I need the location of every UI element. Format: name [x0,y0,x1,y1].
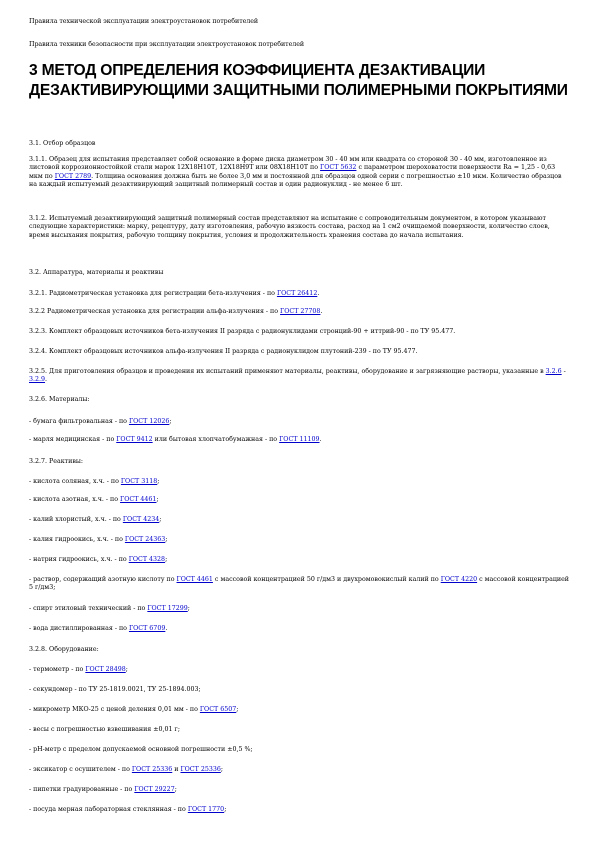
paragraph [29,786,569,794]
paragraph-text: 3.2.2 Радиометрическая установка для регистрации альфа-излучения - по [29,308,281,315]
paragraph-text: с массовой концентрацией 50 г/дм3 и двухромовокислый калий по [212,576,441,583]
paragraph-text: или бытовая хлопчатобумажная - по [152,436,280,443]
paragraph-text: 3.2.3. Комплект образцовых источников бета-излучения II разряда с радионуклидами стронций-90 + иттрий-90 - по ТУ 95.477. [29,328,456,335]
paragraph-text: 3.2.8. Оборудование: [29,646,99,653]
section-title: 3 МЕТОД ОПРЕДЕЛЕНИЯ КОЭФФИЦИЕНТА ДЕЗАКТИВАЦИИ ДЕЗАКТИВИРУЮЩИМИ ЗАЩИТНЫМИ ПОЛИМЕРНЫМИ ПОКРЫТИЯМИ [29,62,568,99]
paragraph [29,140,569,148]
paragraph-text: - [561,368,566,375]
paragraph-text: с массовой концентрацией 5 г/дм3; [29,576,570,592]
paragraph-text: ; [224,806,227,813]
paragraph [29,308,569,316]
paragraph-text: - кислота соляная, х.ч. - по [29,478,121,485]
paragraph [29,418,569,426]
paragraph-text: - бумага фильтровальная - по [29,418,129,425]
gost-link[interactable]: ГОСТ 25336 [180,766,221,773]
paragraph-text: ; [159,516,162,523]
paragraph-text: ; [169,418,172,425]
gost-link[interactable]: ГОСТ 29227 [134,786,175,793]
gost-link[interactable]: ГОСТ 9412 [116,436,153,443]
paragraph [29,576,569,593]
paragraph [29,348,569,356]
paragraph [29,516,569,524]
paragraph [29,215,569,240]
paragraph [29,625,569,633]
paragraph [29,269,569,277]
paragraph [29,726,569,734]
paragraph-text: - рН-метр с пределом допускаемой основной погрешности ±0,5 %; [29,746,253,753]
paragraph-text: - микрометр МКО-25 с ценой деления 0,01 мм - по [29,706,200,713]
gost-link[interactable]: ГОСТ 24363 [124,536,166,543]
paragraph [29,556,569,564]
paragraph-text: - эксикатор с осушителем - по [29,766,132,773]
paragraph [29,806,569,814]
running-header-1: Правила технической эксплуатации электроустановок потребителей [29,18,259,25]
gost-link[interactable]: ГОСТ 26412 [276,290,318,297]
gost-link[interactable]: ГОСТ 6709 [128,625,166,632]
paragraph [29,666,569,674]
gost-link[interactable]: ГОСТ 4220 [440,576,478,583]
paragraph-text: 3.2.5. Для приготовления образцов и проведения их испытаний применяют материалы, реактивы, оборудование и загрязняющие растворы, указанные в [29,368,546,375]
paragraph-text: 3.1.1. Образец для испытания представляет собой основание в форме диска диаметром 30 - 40 мм или квадрата со стороной 30 - 40 мм, изготовленное из листовой коррозионностойкой стали марок 12Х18Н10Т, 12Х18Н9Т или 08Х18Н10Т по [29,156,547,172]
gost-link[interactable]: ГОСТ 2789 [54,172,92,180]
gost-link[interactable]: ГОСТ 4234 [122,516,160,523]
paragraph-text: - спирт этиловый технический - по [29,605,148,612]
paragraph-text: - секундомер - по ТУ 25-1819.0021, ТУ 25-1894.003; [29,686,201,693]
paragraph-text: 3.2.1. Радиометрическая установка для регистрации бета-излучения - по [29,290,277,297]
paragraph [29,646,569,654]
gost-link[interactable]: ГОСТ 3118 [120,478,158,485]
paragraph-text: - натрия гидроокись, х.ч. - по [29,556,129,563]
gost-link[interactable]: ГОСТ 5632 [320,164,357,172]
gost-link[interactable]: ГОСТ 27708 [280,308,321,315]
gost-link[interactable]: ГОСТ 28498 [85,666,126,673]
paragraph-text: ; [165,556,168,563]
paragraph-text: - посуда мерная лабораторная стеклянная - по [29,806,188,813]
paragraph-text: . [165,625,168,632]
paragraph-text: 3.2.4. Комплект образцовых источников альфа-излучения II разряда с радионуклидом плутоний-239 - по ТУ 95.477. [29,348,418,355]
gost-link[interactable]: ГОСТ 4328 [128,556,166,563]
paragraph-text: 3.2.6. Материалы: [29,396,90,403]
paragraph [29,686,569,694]
gost-link[interactable]: ГОСТ 6507 [199,706,237,713]
paragraph [29,436,569,444]
paragraph [29,458,569,466]
paragraph [29,396,569,404]
paragraph-text: 3.1. Отбор образцов [29,140,96,147]
paragraph [29,536,569,544]
paragraph [29,368,569,385]
paragraph-text: . [320,308,323,315]
paragraph-text: - весы с погрешностью взвешивания ±0,01 г; [29,726,180,733]
paragraph-text: ; [174,786,177,793]
running-header-2: Правила техники безопасности при эксплуатации электроустановок потребителей [29,41,305,48]
paragraph-text: 3.2. Аппаратура, материалы и реактивы [29,269,164,276]
paragraph-text: 3.1.2. Испытуемый дезактивирующий защитный полимерный состав представляют на испытание с сопроводительным документом, в котором указывают следующие характеристики: марку, рецептуру, дату изготовления, рабочую вязкость состава, расход на 1 см2 очищаемой поверхности, количество слоев, время высыхания покрытия, рабочую толщину покрытия, условия и продолжительность хранения состава до начала испытания. [29,215,550,239]
paragraph [29,496,569,504]
paragraph [29,478,569,486]
paragraph-text: 3.2.7. Реактивы: [29,458,84,465]
paragraph [29,746,569,754]
gost-link[interactable]: 3.2.6 [545,368,562,375]
paragraph [29,290,569,298]
paragraph-text: - калий хлористый, х.ч. - по [29,516,123,523]
gost-link[interactable]: ГОСТ 1770 [187,806,225,813]
paragraph-text: ; [236,706,239,713]
paragraph-text: - пипетки градуированные - по [29,786,135,793]
paragraph-text: и [172,766,181,773]
gost-link[interactable]: ГОСТ 4461 [176,576,213,583]
gost-link[interactable]: ГОСТ 11109 [279,436,320,443]
paragraph [29,605,569,613]
paragraph [29,156,569,189]
gost-link[interactable]: ГОСТ 25336 [131,766,173,773]
paragraph-text: ; [165,536,168,543]
paragraph [29,766,569,774]
paragraph-text: - кислота азотная, х.ч. - по [29,496,121,503]
paragraph-text: . [45,376,48,384]
paragraph-text: с параметром шероховатости поверхности Ra = 1,25 - 0,63 мкм по [29,164,556,180]
gost-link[interactable]: 3.2.9 [29,376,46,384]
paragraph [29,328,569,336]
paragraph-text: . [317,290,320,297]
paragraph-text: - раствор, содержащий азотную кислоту по [29,576,177,583]
paragraph-text: - вода дистиллированная - по [29,625,129,632]
paragraph-text: - марля медицинская - по [29,436,117,443]
paragraph [29,706,569,714]
gost-link[interactable]: ГОСТ 12026 [128,418,170,425]
paragraph-text: ; [157,478,160,485]
gost-link[interactable]: ГОСТ 17299 [147,605,188,612]
paragraph-text: ; [156,496,159,503]
paragraph-text: ; [220,766,223,773]
paragraph-text: . [319,436,322,443]
paragraph-text: - термометр - по [29,666,86,673]
paragraph-text: ; [187,605,190,612]
gost-link[interactable]: ГОСТ 4461 [120,496,157,503]
paragraph-text: - калия гидроокись, х.ч. - по [29,536,125,543]
paragraph-text: ; [125,666,128,673]
paragraph-text: . Толщина основания должна быть не более 3,0 мм и постоянной для образцов одной серии с погрешностью ±10 мкм. Количество образцов на каждый испытуемый дезактивирующий защитный полимерный состав и один радионуклид - не менее 6 шт. [29,172,562,188]
